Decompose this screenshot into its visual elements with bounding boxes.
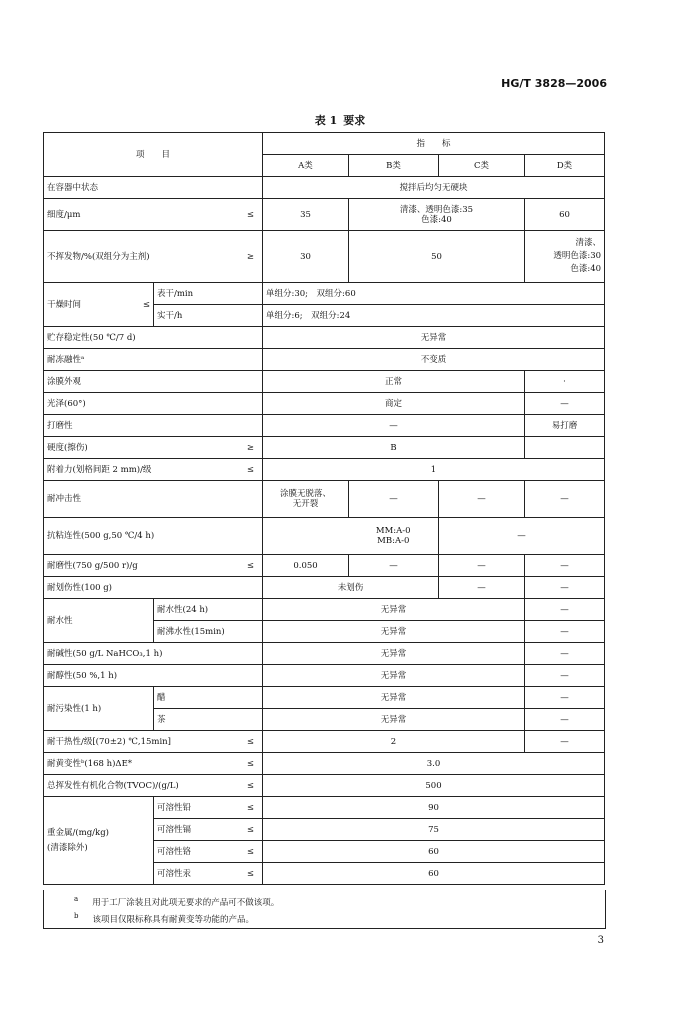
header-index: 指 标 xyxy=(263,133,605,155)
header-item: 项 目 xyxy=(44,133,263,177)
note-b-text: 该项目仅限标称具有耐黄变等功能的产品。 xyxy=(92,914,254,925)
table-row xyxy=(44,177,605,199)
row-symbol: ≤ xyxy=(236,775,263,797)
table-caption-title: 要求 xyxy=(343,114,366,127)
table-row xyxy=(44,133,605,155)
table-row xyxy=(44,753,605,775)
row-label: 附着力(划格间距 2 mm)/级 xyxy=(44,459,236,481)
row-value: 正常 xyxy=(263,371,525,393)
row-value: 无异常 xyxy=(263,643,525,665)
row-value: 1 xyxy=(263,459,605,481)
row-value: 60 xyxy=(525,199,605,231)
requirements-table xyxy=(43,132,605,885)
row-value: 60 xyxy=(263,863,605,885)
row-value xyxy=(349,199,525,231)
table-row xyxy=(44,349,605,371)
row-label: 耐黄变性ᵇ(168 h)ΔE* xyxy=(44,753,236,775)
table-row xyxy=(44,665,605,687)
row-label: 耐水性 xyxy=(44,599,154,643)
table-row xyxy=(44,599,605,621)
row-value: — xyxy=(525,687,605,709)
table-row xyxy=(44,231,605,283)
note-a-text: 用于工厂涂装且对此项无要求的产品可不做该项。 xyxy=(92,897,280,908)
row-value: — xyxy=(439,555,525,577)
row-value: B xyxy=(263,437,525,459)
row-sublabel: 可溶性铅 xyxy=(154,797,236,819)
row-value: — xyxy=(349,481,439,518)
page-number: 3 xyxy=(597,935,604,946)
row-symbol: ≥ xyxy=(236,437,263,459)
row-value: — xyxy=(525,643,605,665)
row-symbol: ≤ xyxy=(236,753,263,775)
row-label-text: 干燥时间 xyxy=(47,299,82,310)
table-row xyxy=(44,577,605,599)
row-value: — xyxy=(525,555,605,577)
row-value: 2 xyxy=(263,731,525,753)
row-symbol: ≤ xyxy=(236,199,263,231)
row-label: 涂膜外观 xyxy=(44,371,263,393)
note-b-mark: b xyxy=(74,912,79,920)
row-sublabel: 醋 xyxy=(154,687,263,709)
row-label: 耐醇性(50 %,1 h) xyxy=(44,665,263,687)
row-value: 60 xyxy=(263,841,605,863)
row-value: — xyxy=(525,599,605,621)
row-symbol: ≤ xyxy=(236,555,263,577)
row-symbol: ≤ xyxy=(236,841,263,863)
header-class-a: A类 xyxy=(263,155,349,177)
row-value xyxy=(263,481,349,518)
row-label xyxy=(44,283,154,327)
row-label: 打磨性 xyxy=(44,415,263,437)
table-row xyxy=(44,199,605,231)
header-class-b: B类 xyxy=(349,155,439,177)
table-row xyxy=(44,327,605,349)
row-sublabel: 可溶性铬 xyxy=(154,841,236,863)
row-label: 不挥发物/%(双组分为主剂) xyxy=(44,231,236,283)
table-row xyxy=(44,459,605,481)
row-empty-cell xyxy=(263,518,349,555)
table-row xyxy=(44,481,605,518)
row-value: — xyxy=(439,481,525,518)
row-label-line: (清漆除外) xyxy=(47,842,88,853)
table-row xyxy=(44,775,605,797)
row-label: 耐冲击性 xyxy=(44,481,263,518)
header-class-d: D类 xyxy=(525,155,605,177)
row-value: 30 xyxy=(263,231,349,283)
row-value-line: 透明色漆:30 xyxy=(553,251,602,261)
row-sublabel: 茶 xyxy=(154,709,263,731)
row-empty-cell xyxy=(525,437,605,459)
row-value: — xyxy=(349,555,439,577)
row-label: 耐污染性(1 h) xyxy=(44,687,154,731)
table-row xyxy=(44,371,605,393)
row-label: 抗粘连性(500 g,50 ℃/4 h) xyxy=(44,518,263,555)
row-value: 无异常 xyxy=(263,665,525,687)
row-value: 单组分:30; 双组分:60 xyxy=(263,283,605,305)
row-sublabel: 可溶性汞 xyxy=(154,863,236,885)
row-sublabel: 实干/h xyxy=(154,305,263,327)
row-label: 耐划伤性(100 g) xyxy=(44,577,263,599)
header-class-c: C类 xyxy=(439,155,525,177)
row-label xyxy=(44,797,154,885)
row-value: — xyxy=(525,731,605,753)
table-row xyxy=(44,393,605,415)
row-label: 在容器中状态 xyxy=(44,177,263,199)
row-label: 光泽(60°) xyxy=(44,393,263,415)
row-value: — xyxy=(525,665,605,687)
row-symbol: ≤ xyxy=(236,863,263,885)
row-symbol: ≤ xyxy=(236,797,263,819)
row-value-line: 清漆、 xyxy=(575,238,602,248)
table-row xyxy=(44,687,605,709)
row-value-line: 无开裂 xyxy=(292,499,319,509)
row-label: 耐磨性(750 g/500 r)/g xyxy=(44,555,236,577)
row-value: 未划伤 xyxy=(263,577,439,599)
row-label-line: 重金属/(mg/kg) xyxy=(47,827,109,838)
row-value xyxy=(525,231,605,283)
row-value: 75 xyxy=(263,819,605,841)
row-value: — xyxy=(525,621,605,643)
row-symbol: ≥ xyxy=(236,231,263,283)
table-row xyxy=(44,797,605,819)
row-value: — xyxy=(525,709,605,731)
table-row xyxy=(44,283,605,305)
row-value: 搅拌后均匀无硬块 xyxy=(263,177,605,199)
table-row xyxy=(44,518,605,555)
table-row xyxy=(44,643,605,665)
row-value: — xyxy=(525,393,605,415)
row-value: 不变质 xyxy=(263,349,605,371)
row-value-line: 清漆、透明色漆:35 xyxy=(399,204,474,215)
row-label: 细度/μm xyxy=(44,199,236,231)
row-value-line: MM:A-0 xyxy=(375,526,411,536)
row-value-line: 色漆:40 xyxy=(570,264,602,274)
table-row xyxy=(44,555,605,577)
row-value: 35 xyxy=(263,199,349,231)
row-label: 耐干热性/级[(70±2) ℃,15min] xyxy=(44,731,236,753)
row-value-line: 色漆:40 xyxy=(421,214,452,225)
row-value: 无异常 xyxy=(263,327,605,349)
row-value-line: 涂膜无脱落、 xyxy=(279,489,331,499)
table-row xyxy=(44,437,605,459)
row-value: 500 xyxy=(263,775,605,797)
row-value: · xyxy=(525,371,605,393)
row-symbol: ≤ xyxy=(142,299,150,310)
row-sublabel: 可溶性镉 xyxy=(154,819,236,841)
row-label: 总挥发性有机化合物(TVOC)/(g/L) xyxy=(44,775,236,797)
row-label: 贮存稳定性(50 ℃/7 d) xyxy=(44,327,263,349)
row-value: 90 xyxy=(263,797,605,819)
row-value: 3.0 xyxy=(263,753,605,775)
row-value: 无异常 xyxy=(263,709,525,731)
row-sublabel: 表干/min xyxy=(154,283,263,305)
row-label: 耐冻融性ᵃ xyxy=(44,349,263,371)
row-value: 无异常 xyxy=(263,687,525,709)
row-value: — xyxy=(525,481,605,518)
row-value: — xyxy=(439,577,525,599)
row-value: 单组分:6; 双组分:24 xyxy=(263,305,605,327)
row-symbol: ≤ xyxy=(236,731,263,753)
note-a-mark: a xyxy=(74,895,79,903)
row-value xyxy=(349,518,439,555)
note-a xyxy=(74,895,279,908)
row-value: 0.050 xyxy=(263,555,349,577)
row-value: 易打磨 xyxy=(525,415,605,437)
row-value: — xyxy=(525,577,605,599)
table-caption xyxy=(0,112,680,128)
row-value: — xyxy=(263,415,525,437)
standard-code: HG/T 3828—2006 xyxy=(501,77,607,90)
row-value-line: MB:A-0 xyxy=(377,536,410,546)
table-row xyxy=(44,415,605,437)
row-value: 50 xyxy=(349,231,525,283)
table-caption-label: 表 1 xyxy=(314,114,338,127)
row-value: — xyxy=(439,518,605,555)
row-value: 商定 xyxy=(263,393,525,415)
row-value: 无异常 xyxy=(263,599,525,621)
table-row xyxy=(44,731,605,753)
row-symbol: ≤ xyxy=(236,459,263,481)
note-b xyxy=(74,912,254,925)
row-label: 耐碱性(50 g/L NaHCO₃,1 h) xyxy=(44,643,263,665)
table-notes xyxy=(43,890,606,929)
row-value: 无异常 xyxy=(263,621,525,643)
row-sublabel: 耐沸水性(15min) xyxy=(154,621,263,643)
row-label: 硬度(擦伤) xyxy=(44,437,236,459)
row-symbol: ≤ xyxy=(236,819,263,841)
row-sublabel: 耐水性(24 h) xyxy=(154,599,263,621)
